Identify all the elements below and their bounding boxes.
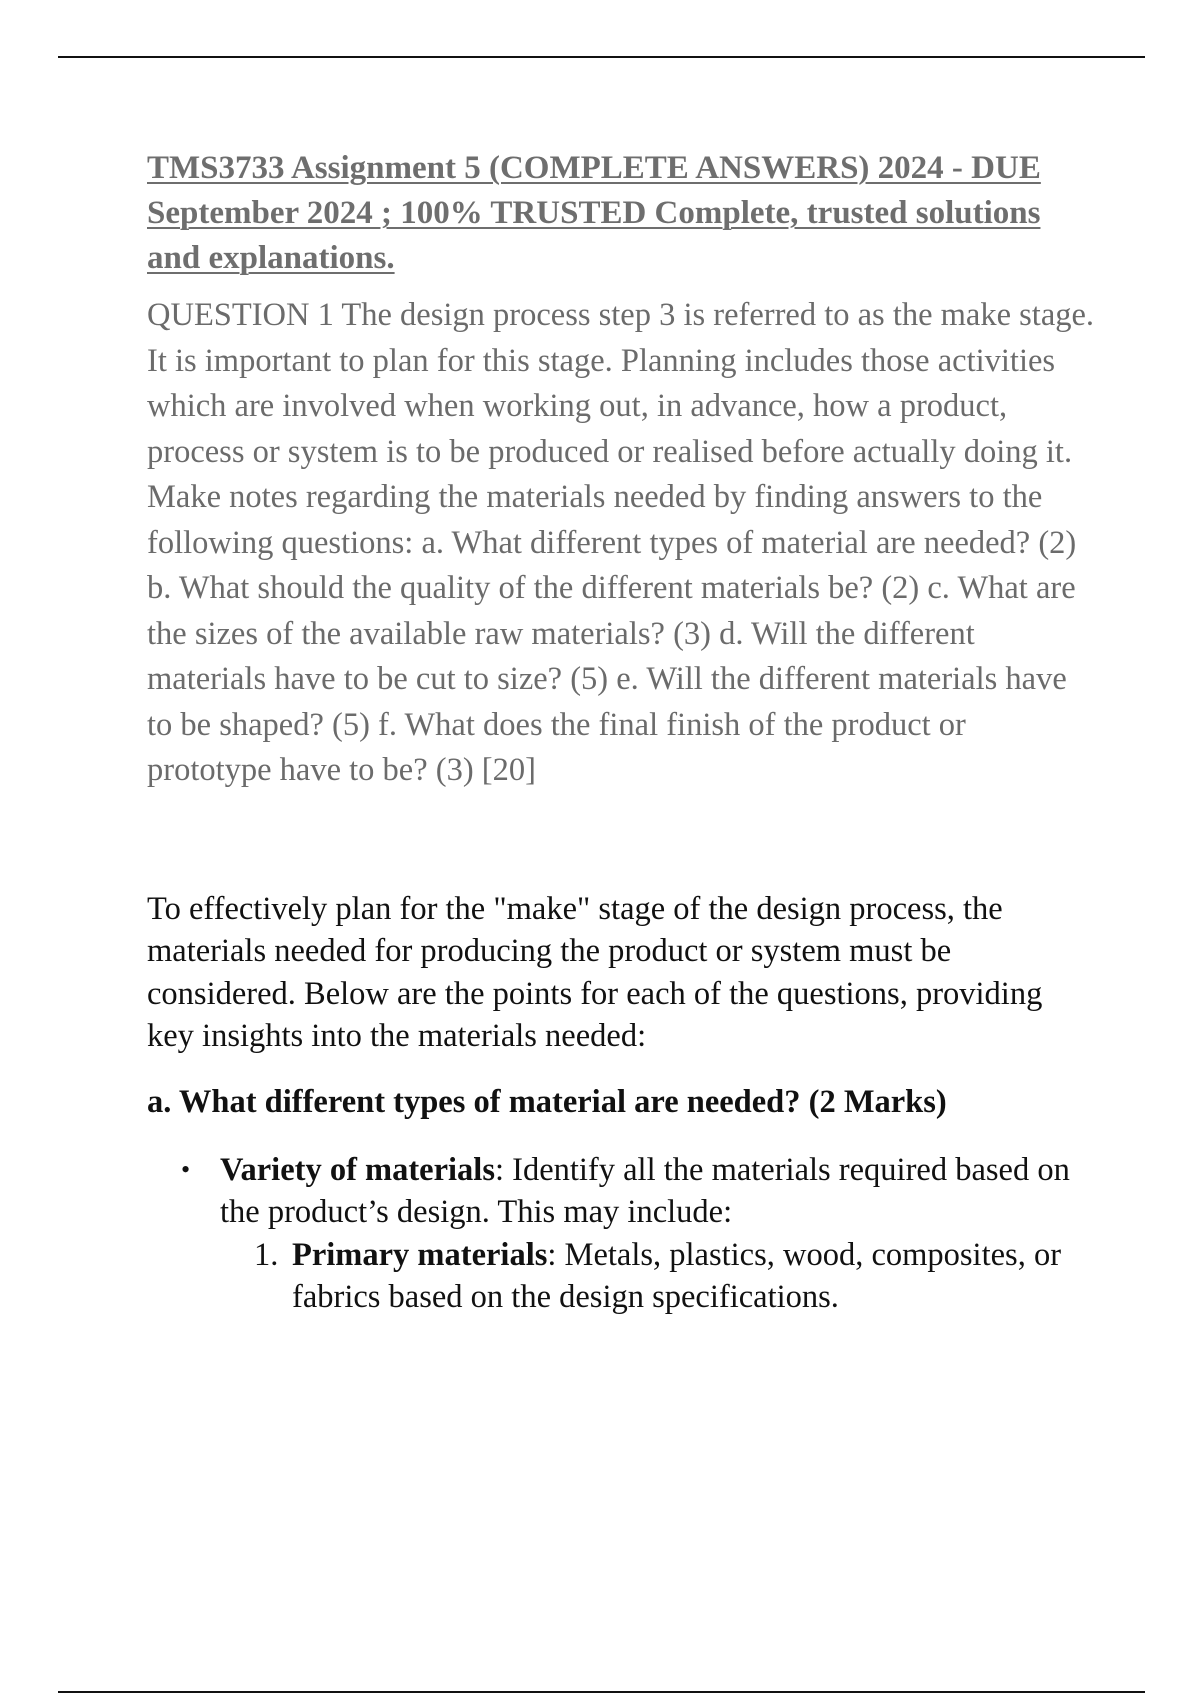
subitem-text: : Metals, plastics, wood, composites, or fabrics based on the design specifications. (292, 1236, 1062, 1315)
number-marker: 1. (254, 1236, 279, 1273)
bullet-variety-of-materials (147, 1149, 1097, 1319)
document-title: TMS3733 Assignment 5 (COMPLETE ANSWERS) 2024 - DUE September 2024 ; 100% TRUSTED Complete, trusted solutions and explanations. (147, 150, 1041, 276)
materials-bullet-list (147, 1149, 1097, 1319)
top-rule (58, 56, 1145, 58)
bullet-term: Variety of materials (220, 1151, 495, 1188)
sublist-item-primary-materials (220, 1234, 1097, 1319)
section-a-heading: a. What different types of material are needed? (2 Marks) (147, 1083, 947, 1120)
numbered-sublist (220, 1234, 1097, 1319)
answer-intro-paragraph: To effectively plan for the "make" stage of the design process, the materials needed for producing the product or system must be considered. Below are the points for each of the questions, providing key insights into the materials needed: (147, 890, 1043, 1054)
bullet-marker: • (181, 1154, 191, 1184)
subitem-term: Primary materials (292, 1236, 548, 1273)
document-body (147, 146, 1097, 1319)
question-1-text: QUESTION 1 The design process step 3 is referred to as the make stage. It is important to plan for this stage. Planning includes those activities which are involved when working out, in advance, how a product, process or system is to be produced or realised before actually doing it. Make notes regarding the materials needed by finding answers to the following questions: a. What different types of material are needed? (2) b. What should the quality of the different materials be? (2) c. What are the sizes of the available raw materials? (3) d. Will the different materials have to be cut to size? (5) e. Will the different materials have to be shaped? (5) f. What does the final finish of the product or prototype have to be? (3) [20] (147, 297, 1095, 788)
bullet-text: : Identify all the materials required based on the product’s design. This may include: (220, 1151, 1070, 1230)
bottom-rule (58, 1691, 1145, 1693)
